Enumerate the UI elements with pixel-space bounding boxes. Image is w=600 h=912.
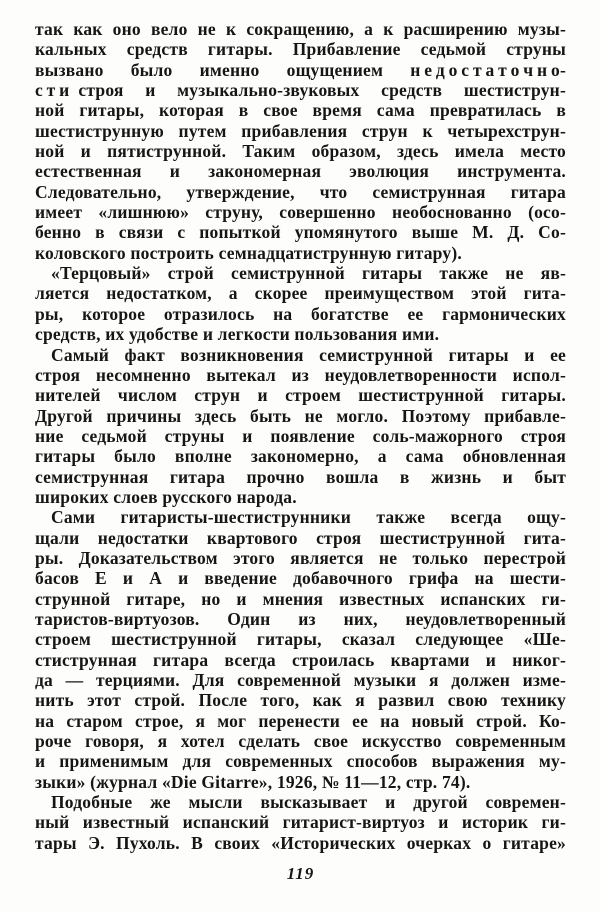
page-text <box>35 19 566 853</box>
text-line: ный известный испанский гитарист-виртуоз и историк ги- <box>35 812 566 833</box>
text-line: ной гитары, которая в свое время сама превратилась в <box>35 100 566 121</box>
paragraph <box>35 507 566 792</box>
text-line: строя несомненно вытекал из неудовлетворенности испол- <box>35 364 566 385</box>
text-line: и применимым для современных способов выражения му- <box>35 751 566 772</box>
text-line: семиструнная гитара прочно вошла в жизнь и быт <box>35 466 566 487</box>
text-line: басов Е и А и введение добавочного грифа на шести- <box>35 568 566 589</box>
text-line: нителей числом струн и строем шестиструнной гитары. <box>35 385 566 406</box>
text-line: нить этот строй. После того, как я развил свою технику <box>35 690 566 711</box>
text-line: вызвано было именно ощущением н е д о с т а т о ч н о- <box>35 59 566 80</box>
text-line: с т и строя и музыкально-звуковых средств шестиструн- <box>35 80 566 101</box>
text-line: зыки» (журнал «Die Gitarre», 1926, № 11—12, стр. 74). <box>35 771 471 792</box>
text-line: бенно в связи с попыткой упомянутого выше М. Д. Со- <box>35 222 566 243</box>
text-line: Другой причины здесь быть не могло. Поэтому прибавле- <box>35 405 566 426</box>
text-line: стиструнная гитара всегда строилась квартами и никог- <box>35 649 566 670</box>
text-line: Сами гитаристы-шестиструнники также всегда ощу- <box>51 507 566 528</box>
text-line: шестиструнную путем прибавления струн к четырехструн- <box>35 120 566 141</box>
text-line: таристов-виртуозов. Один из них, неудовлетворенный <box>35 608 566 629</box>
text-line: струнной гитаре, но и мнения известных испанских ги- <box>35 588 566 609</box>
text-line: ляется недостатком, а скорее преимуществом этой гита- <box>35 283 566 304</box>
text-line: да — терциями. Для современной музыки я должен изме- <box>35 670 566 690</box>
text-line: гитары было вполне закономерно, а сама обновленная <box>35 446 566 467</box>
paragraph <box>35 792 566 853</box>
text-line: ры. Доказательством этого является не только перестрой <box>35 547 566 568</box>
text-line: на старом строе, я мог перенести ее на новый строй. Ко- <box>35 710 566 731</box>
text-line: строем шестиструнной гитары, сказал следующее «Ше- <box>35 629 566 650</box>
text-line: ры, которое отразилось на богатстве ее гармонических <box>35 303 566 324</box>
text-line: так как оно вело не к сокращению, а к расширению музы- <box>35 19 566 39</box>
paragraph <box>35 345 566 508</box>
page-number: 119 <box>286 864 315 884</box>
text-line: Подобные же мысли высказывает и другой современ- <box>51 792 566 813</box>
text-line: средств, их удобстве и легкости пользования ими. <box>35 324 440 345</box>
text-line: имеет «лишнюю» струну, совершенно необоснованно (осо- <box>35 202 566 223</box>
text-line: роче говоря, я хотел сделать свое искусство современным <box>35 731 566 752</box>
text-line: широких слоев русского народа. <box>35 486 297 507</box>
text-line: ной и пятиструнной. Таким образом, здесь имела место <box>35 141 566 162</box>
paragraph <box>35 19 566 263</box>
text-line: кальных средств гитары. Прибавление седьмой струны <box>35 39 566 60</box>
text-line: «Терцовый» строй семиструнной гитары также не яв- <box>51 263 566 284</box>
text-line: Самый факт возникновения семиструнной гитары и ее <box>51 344 566 365</box>
text-line: Следовательно, утверждение, что семиструнная гитара <box>35 181 566 202</box>
paragraph <box>35 263 566 344</box>
text-line: ние седьмой струны и появление соль-мажорного строя <box>35 425 566 446</box>
text-line: естественная и закономерная эволюция инструмента. <box>35 161 566 182</box>
text-line: щали недостатки квартового строя шестиструнной гита- <box>35 527 566 548</box>
text-line: коловского построить семнадцатиструнную гитару). <box>35 242 462 263</box>
text-line: тары Э. Пухоль. В своих «Исторических очерках о гитаре» <box>35 832 566 853</box>
